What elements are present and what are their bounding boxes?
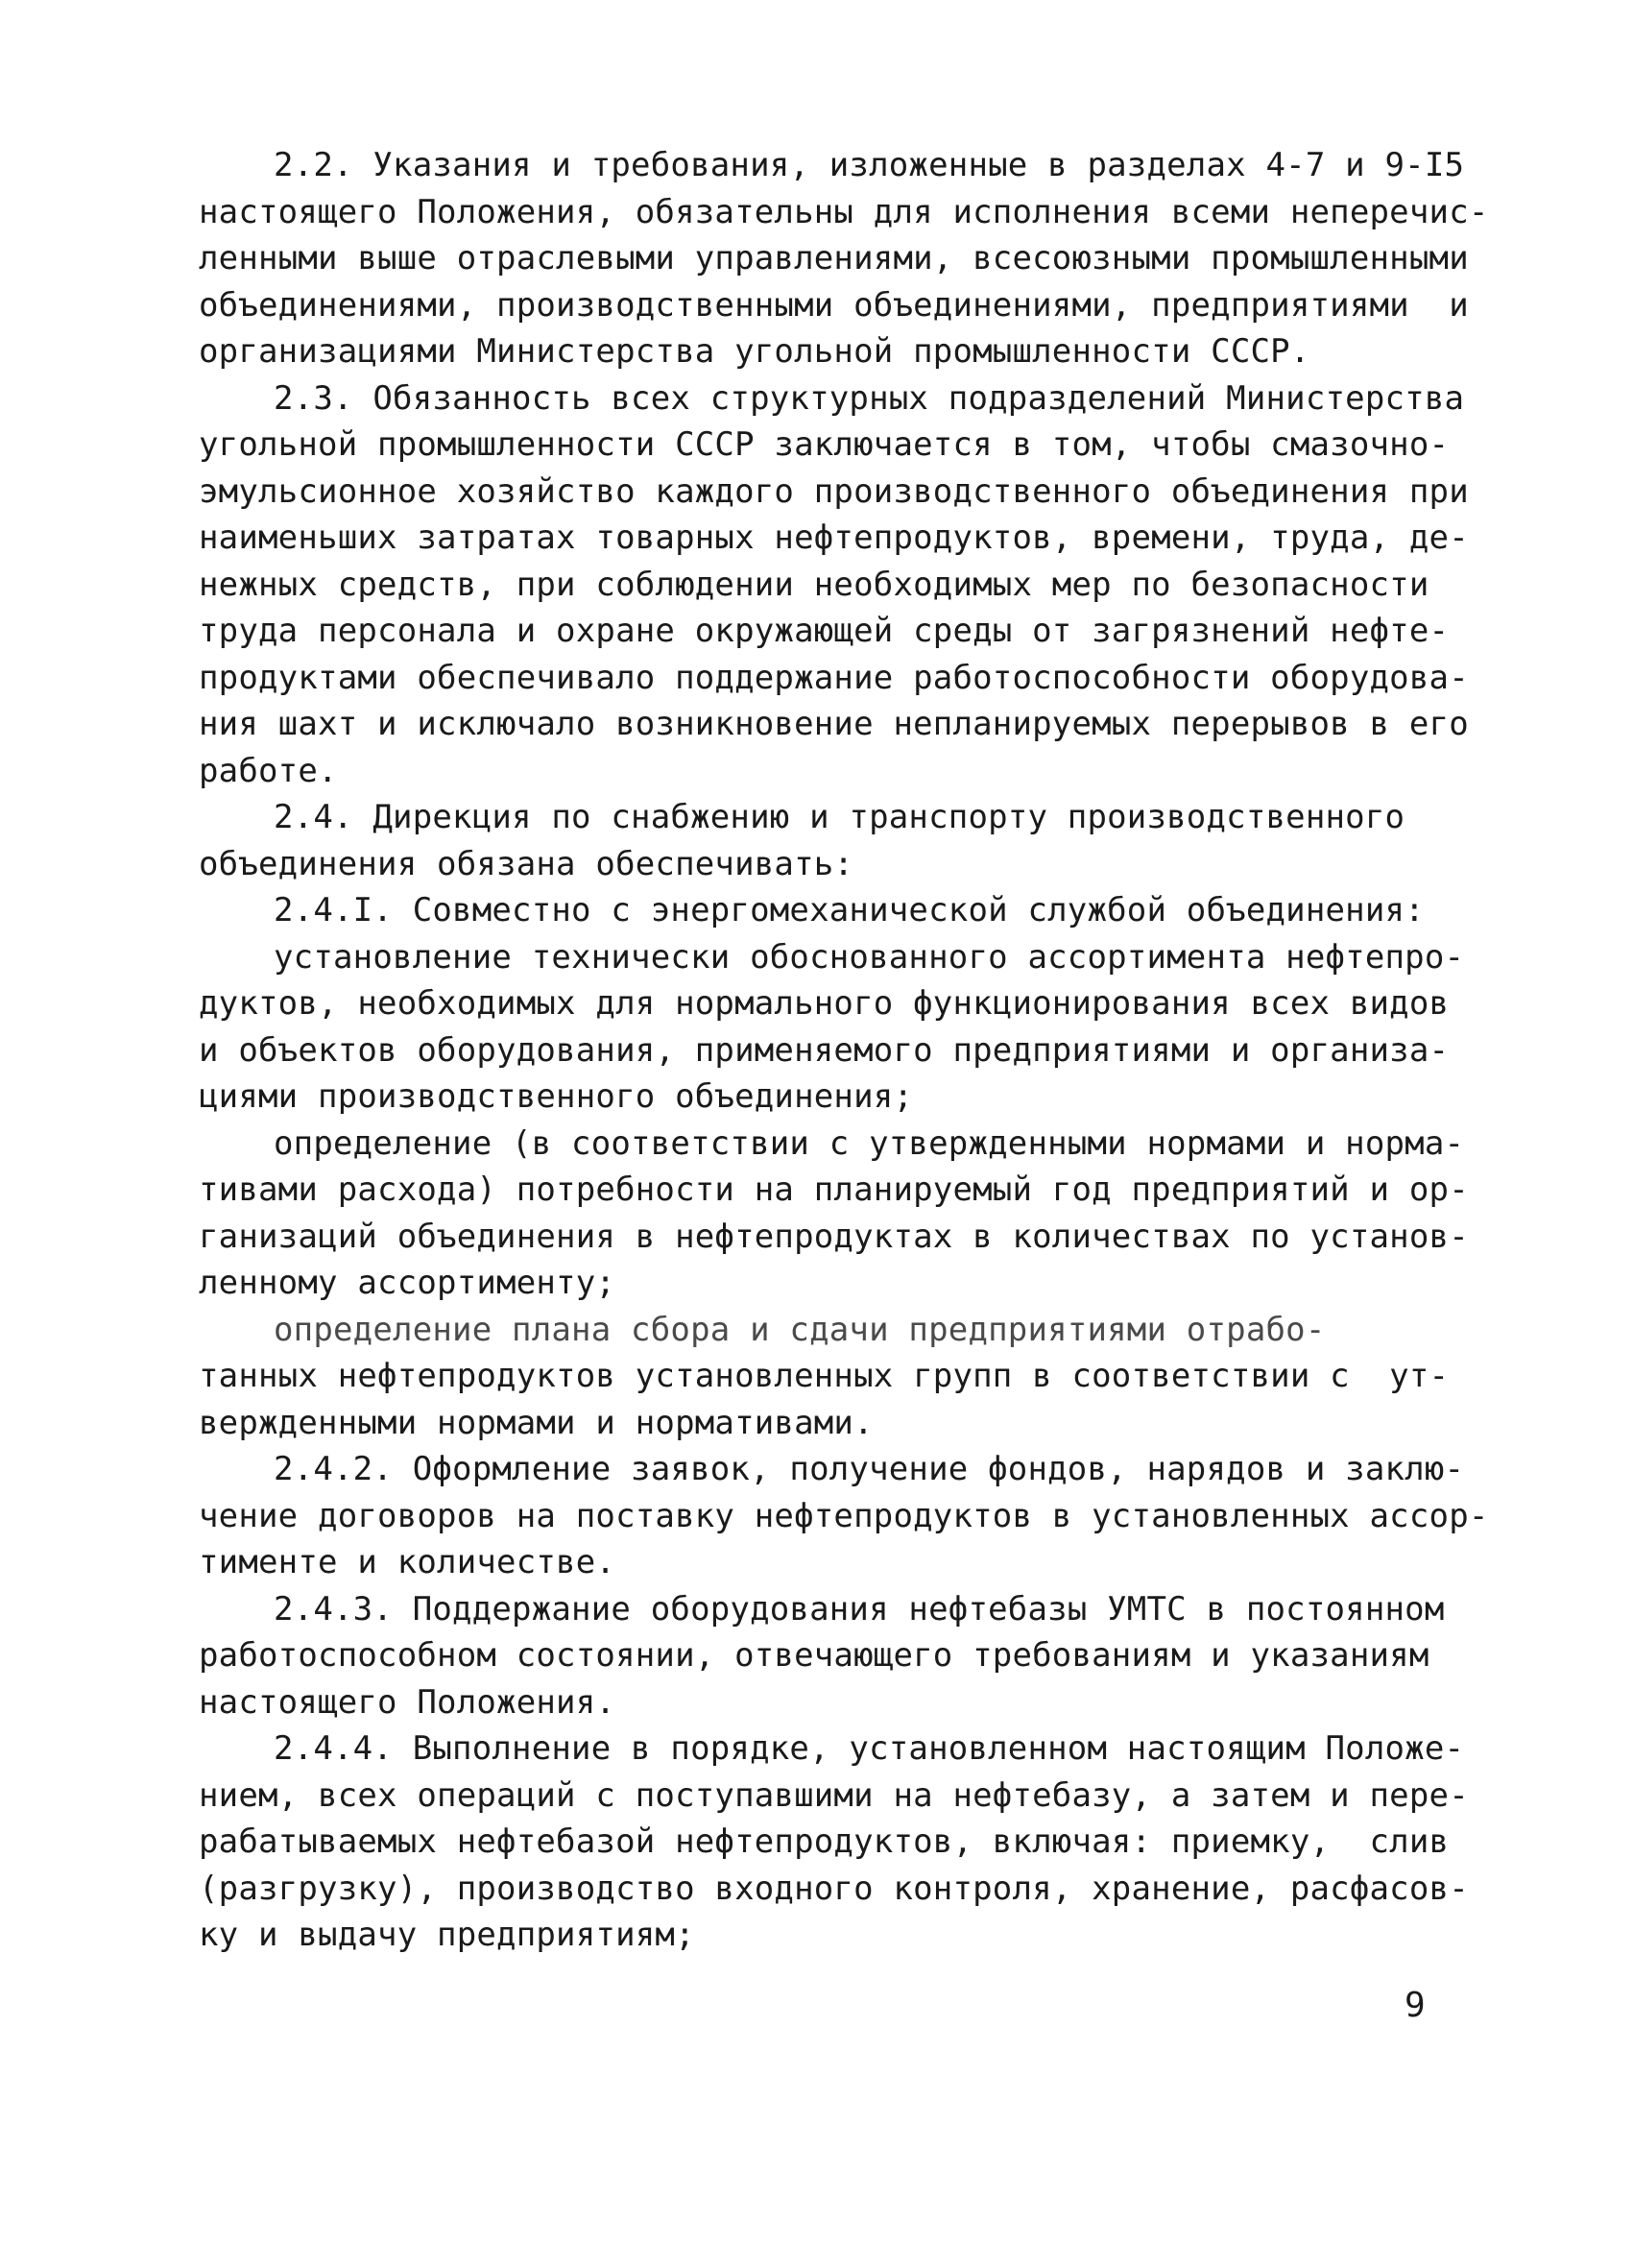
text-line: настоящего Положения, обязательны для исполнения всеми неперечис- — [199, 192, 1489, 231]
list-item-waste-plan — [199, 1307, 1450, 1447]
text-line: 2.4.4. Выполнение в порядке, установленном настоящим Положе- — [274, 1729, 1465, 1768]
text-line: определение (в соответствии с утвержденными нормами и норма- — [274, 1123, 1465, 1163]
text-line: тименте и количестве. — [199, 1543, 616, 1581]
text-line: вержденными нормами и нормативами. — [199, 1403, 874, 1442]
text-line: и объектов оборудования, применяемого предприятиями и организа- — [199, 1030, 1450, 1070]
text-line: ния шахт и исключало возникновение непланируемых перерывов в его — [199, 705, 1469, 743]
text-line: ленному ассортименту; — [199, 1264, 616, 1302]
text-line: 2.2. Указания и требования, изложенные в разделах 4-7 и 9-I5 — [274, 146, 1465, 184]
text-line: ку и выдачу предприятиям; — [199, 1916, 695, 1954]
text-line: объединениями, производственными объединениями, предприятиями и — [199, 285, 1469, 325]
text-line: организациями Министерства угольной промышленности СССР. — [199, 332, 1310, 371]
text-line: циями производственного объединения; — [199, 1077, 914, 1116]
text-line: нием, всех операций с поступавшими на нефтебазу, а затем и пере- — [199, 1775, 1469, 1815]
text-line: тивами расхода) потребности на планируемый год предприятий и ор- — [199, 1170, 1469, 1209]
text-line: работе. — [199, 751, 338, 790]
text-line: дуктов, необходимых для нормального функционирования всех видов — [199, 984, 1450, 1023]
list-item-demand — [199, 1121, 1469, 1307]
paragraph-2-4-1 — [199, 887, 1447, 934]
paragraph-2-4-3 — [199, 1586, 1447, 1726]
page-number: 9 — [1405, 1986, 1426, 2025]
text-line: 2.3. Обязанность всех структурных подразделений Министерства — [274, 378, 1465, 418]
text-line: рабатываемых нефтебазой нефтепродуктов, включая: приемку, слив — [199, 1822, 1450, 1861]
paragraph-2-4 — [199, 794, 1447, 887]
text-line: танных нефтепродуктов установленных групп в соответствии с ут- — [199, 1357, 1450, 1395]
text-line: труда персонала и охране окружающей среды от загрязнений нефте- — [199, 612, 1450, 650]
paragraph-2-4-4 — [199, 1725, 1469, 1959]
text-line: ленными выше отраслевыми управлениями, всесоюзными промышленными — [199, 239, 1469, 277]
text-line: (разгрузку), производство входного контроля, хранение, расфасов- — [199, 1869, 1469, 1908]
text-line: продуктами обеспечивало поддержание работоспособности оборудова- — [199, 658, 1469, 697]
text-line: эмульсионное хозяйство каждого производственного объединения при — [199, 471, 1469, 511]
text-line: объединения обязана обеспечивать: — [199, 844, 854, 883]
text-line: 2.4.2. Оформление заявок, получение фондов, нарядов и заклю- — [274, 1450, 1465, 1488]
text-line: работоспособном состоянии, отвечающего требованиям и указаниям — [199, 1636, 1429, 1675]
paragraph-2-2 — [199, 142, 1489, 375]
text-line: угольной промышленности СССР заключается в том, чтобы смазочно- — [199, 425, 1450, 464]
body-text — [199, 142, 1489, 1959]
text-line: настоящего Положения. — [199, 1682, 616, 1722]
paragraph-2-4-2 — [199, 1446, 1489, 1586]
text-line: 2.4.3. Поддержание оборудования нефтебазы УМТС в постоянном — [274, 1589, 1445, 1629]
text-line: ганизаций объединения в нефтепродуктах в количествах по установ- — [199, 1217, 1469, 1256]
text-line: 2.4. Дирекция по снабжению и транспорту производственного — [274, 798, 1405, 836]
text-line: нежных средств, при соблюдении необходимых мер по безопасности — [199, 565, 1429, 604]
text-line: установление технически обоснованного ассортимента нефтепро- — [274, 937, 1465, 977]
text-line: наименьших затратах товарных нефтепродуктов, времени, труда, де- — [199, 519, 1469, 557]
paragraph-2-3 — [199, 375, 1469, 795]
text-line: чение договоров на поставку нефтепродуктов в установленных ассор- — [199, 1496, 1489, 1535]
text-line: 2.4.I. Совместно с энергомеханической службой объединения: — [274, 891, 1425, 929]
text-line: определение плана сбора и сдачи предприятиями отрабо- — [274, 1310, 1326, 1349]
list-item-assortment — [199, 934, 1465, 1121]
